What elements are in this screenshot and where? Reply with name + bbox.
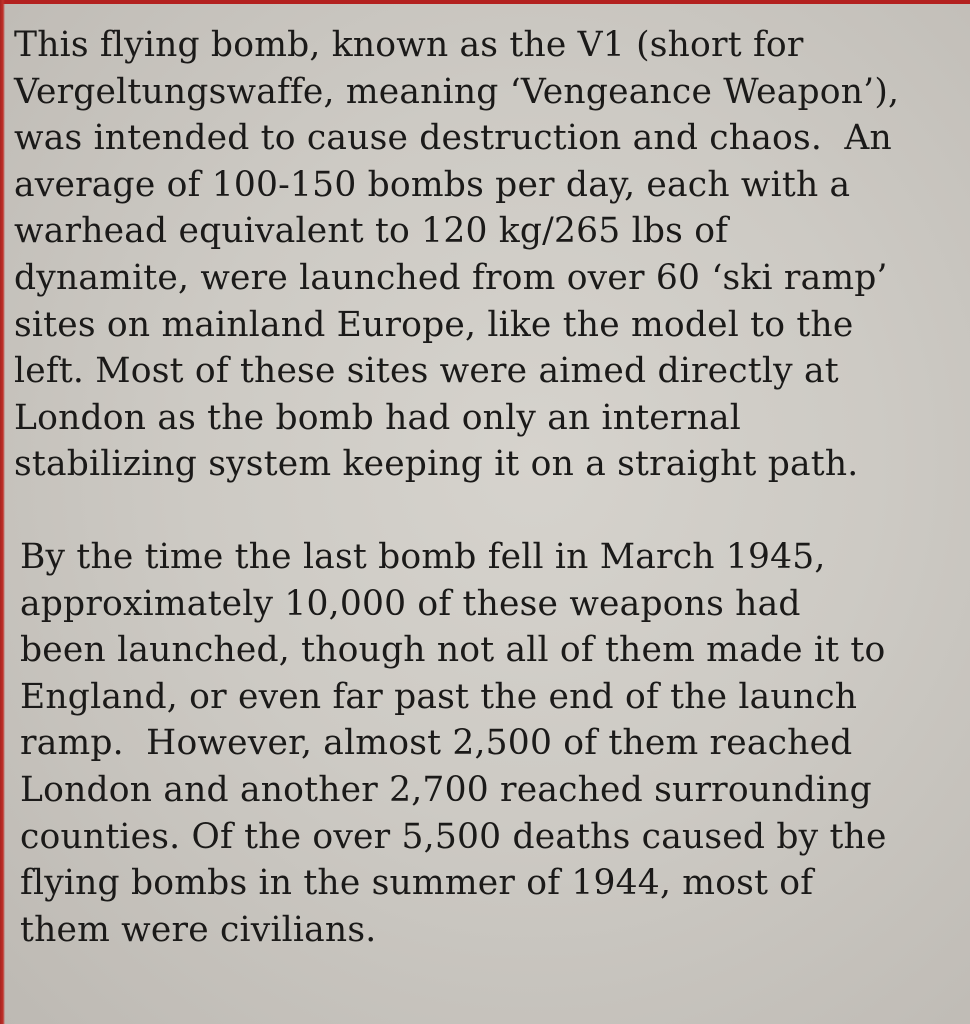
text-line: stabilizing system keeping it on a straight path. bbox=[14, 444, 859, 485]
text-line: Vergeltungswaffe, meaning ‘Vengeance Weapon’), bbox=[14, 71, 900, 112]
text-line: This flying bomb, known as the V1 (short for bbox=[14, 25, 804, 65]
text-line: England, or even far past the end of the launch bbox=[20, 676, 858, 717]
paragraph-2 bbox=[14, 534, 962, 953]
text-line: By the time the last bomb fell in March 1945, bbox=[20, 536, 826, 577]
text-line: approximately 10,000 of these weapons had bbox=[20, 583, 801, 624]
text-line: been launched, though not all of them made it to bbox=[20, 630, 886, 671]
text-line: was intended to cause destruction and chaos. An bbox=[14, 118, 892, 159]
text-line: counties. Of the over 5,500 deaths caused by the bbox=[20, 816, 887, 857]
red-border-left bbox=[0, 0, 5, 1024]
placard-text bbox=[14, 22, 962, 953]
text-line: left. Most of these sites were aimed directly at bbox=[14, 351, 839, 392]
red-border-top bbox=[0, 0, 970, 4]
text-line: sites on mainland Europe, like the model to the bbox=[14, 304, 854, 345]
text-line: flying bombs in the summer of 1944, most of bbox=[20, 863, 814, 904]
text-line: average of 100-150 bombs per day, each with a bbox=[14, 164, 851, 205]
paragraph-1 bbox=[14, 22, 962, 488]
text-line: warhead equivalent to 120 kg/265 lbs of bbox=[14, 211, 729, 252]
text-line: London and another 2,700 reached surrounding bbox=[20, 769, 872, 810]
text-line: ramp. However, almost 2,500 of them reached bbox=[20, 723, 853, 764]
text-line: them were civilians. bbox=[20, 909, 377, 950]
text-line: dynamite, were launched from over 60 ‘ski ramp’ bbox=[14, 257, 888, 298]
text-line: London as the bomb had only an internal bbox=[14, 397, 741, 438]
